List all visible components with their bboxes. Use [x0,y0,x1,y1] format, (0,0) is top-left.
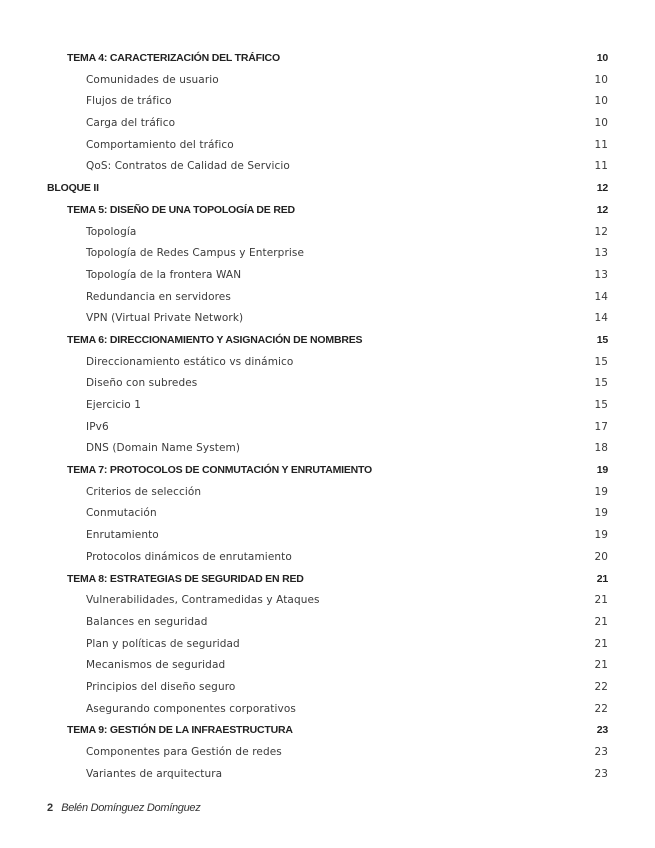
toc-entry[interactable] [0,677,655,699]
toc-entry-label: Ejercicio 1 [86,399,142,411]
toc-entry[interactable] [0,135,655,157]
toc-entry-label: Enrutamiento [86,529,159,542]
toc-entry-label: BLOQUE II [47,182,99,195]
toc-entry[interactable] [0,590,655,612]
toc-entry-page: 13 [594,247,608,260]
toc-entry[interactable] [0,373,655,395]
toc-entry-label: Flujos de tráfico [86,95,172,108]
toc-entry-page: 19 [594,507,608,520]
toc-entry-page: 21 [594,659,608,672]
toc-entry-label: Topología de la frontera WAN [86,268,242,281]
toc-entry[interactable] [0,287,655,309]
toc-entry-page: 10 [594,73,608,86]
toc-entry-page: 12 [596,182,608,195]
toc-entry-label: TEMA 6: DIRECCIONAMIENTO Y ASIGNACIÓN DE NOMBRES [67,333,363,346]
toc-entry-page: 12 [596,203,608,216]
toc-entry[interactable] [0,764,655,786]
toc-entry-label: Plan y políticas de seguridad [86,637,240,650]
toc-chapter[interactable] [0,720,655,742]
table-of-contents [0,48,655,785]
toc-entry[interactable] [0,699,655,721]
toc-entry-page: 21 [594,637,608,650]
toc-chapter[interactable] [0,200,655,222]
author-name: Belén Domínguez Domínguez [61,802,201,814]
toc-entry[interactable] [0,525,655,547]
toc-entry-page: 19 [596,464,608,477]
toc-chapter[interactable] [0,330,655,352]
toc-entry-page: 19 [594,485,608,498]
toc-entry-label: Criterios de selección [86,485,202,498]
toc-entry-page: 22 [594,702,608,715]
toc-entry-page: 11 [594,138,608,151]
toc-entry-label: Componentes para Gestión de redes [86,746,282,758]
toc-entry[interactable] [0,503,655,525]
toc-entry-page: 15 [594,355,608,368]
toc-entry[interactable] [0,222,655,244]
toc-entry-label: Comportamiento del tráfico [86,138,234,151]
toc-entry-label: QoS: Contratos de Calidad de Servicio [86,160,290,173]
toc-entry-label: Comunidades de usuario [86,73,219,86]
toc-entry-page: 21 [594,594,608,607]
toc-entry[interactable] [0,113,655,135]
toc-entry-label: Direccionamiento estático vs dinámico [86,355,294,368]
toc-entry-label: Variantes de arquitectura [86,767,223,780]
toc-entry-label: Topología de Redes Campus y Enterprise [86,247,305,260]
toc-entry-page: 10 [596,52,608,64]
toc-entry-label: Redundancia en servidores [86,290,231,303]
toc-entry-label: Conmutación [86,507,157,520]
toc-entry-page: 23 [594,746,608,758]
toc-entry[interactable] [0,265,655,287]
toc-chapter[interactable] [0,48,655,70]
toc-entry-label: TEMA 7: PROTOCOLOS DE CONMUTACIÓN Y ENRUTAMIENTO [67,464,373,477]
toc-entry-label: IPv6 [86,420,109,433]
toc-entry-page: 14 [594,312,608,325]
toc-entry-page: 15 [596,333,608,346]
toc-entry-label: Principios del diseño seguro [86,680,236,693]
toc-part[interactable] [0,178,655,200]
page-footer [47,802,200,814]
toc-entry-label: Asegurando componentes corporativos [86,702,296,715]
toc-entry-page: 15 [594,399,608,411]
toc-entry[interactable] [0,655,655,677]
toc-entry[interactable] [0,742,655,764]
toc-entry-page: 10 [594,117,608,130]
toc-entry-label: Mecanismos de seguridad [86,659,226,672]
toc-entry-page: 17 [594,420,608,433]
toc-entry[interactable] [0,308,655,330]
toc-entry-page: 10 [594,95,608,108]
toc-entry-page: 15 [594,377,608,390]
toc-entry-page: 19 [594,529,608,542]
toc-entry[interactable] [0,91,655,113]
toc-entry[interactable] [0,612,655,634]
toc-entry-label: Diseño con subredes [86,377,198,390]
toc-entry-page: 18 [594,442,608,455]
toc-entry-label: Topología [86,225,137,238]
toc-entry[interactable] [0,482,655,504]
toc-entry-label: TEMA 4: CARACTERIZACIÓN DEL TRÁFICO [67,52,280,64]
toc-entry-page: 21 [596,572,608,585]
toc-entry[interactable] [0,438,655,460]
toc-entry-page: 11 [594,160,608,173]
toc-entry[interactable] [0,243,655,265]
toc-entry-label: TEMA 8: ESTRATEGIAS DE SEGURIDAD EN RED [67,572,304,585]
toc-entry-page: 13 [594,268,608,281]
toc-entry[interactable] [0,395,655,417]
toc-entry[interactable] [0,547,655,569]
toc-entry-page: 23 [596,724,608,737]
toc-entry-page: 14 [594,290,608,303]
toc-entry[interactable] [0,352,655,374]
toc-chapter[interactable] [0,460,655,482]
toc-entry[interactable] [0,417,655,439]
toc-entry-label: Vulnerabilidades, Contramedidas y Ataques [86,594,320,607]
toc-entry[interactable] [0,156,655,178]
page-number: 2 [47,802,54,814]
toc-entry[interactable] [0,70,655,92]
toc-chapter[interactable] [0,569,655,591]
toc-entry-label: Balances en seguridad [86,615,208,628]
toc-entry-page: 12 [594,225,608,238]
toc-entry-label: TEMA 5: DISEÑO DE UNA TOPOLOGÍA DE RED [67,203,295,216]
toc-entry-page: 22 [594,680,608,693]
toc-entry-label: VPN (Virtual Private Network) [86,312,244,325]
toc-entry-label: Protocolos dinámicos de enrutamiento [86,550,292,563]
toc-entry-label: TEMA 9: GESTIÓN DE LA INFRAESTRUCTURA [67,724,293,737]
toc-entry-label: DNS (Domain Name System) [86,442,241,455]
toc-entry[interactable] [0,634,655,656]
toc-entry-page: 20 [594,550,608,563]
toc-entry-label: Carga del tráfico [86,117,176,130]
toc-entry-page: 23 [594,767,608,780]
toc-entry-page: 21 [594,615,608,628]
